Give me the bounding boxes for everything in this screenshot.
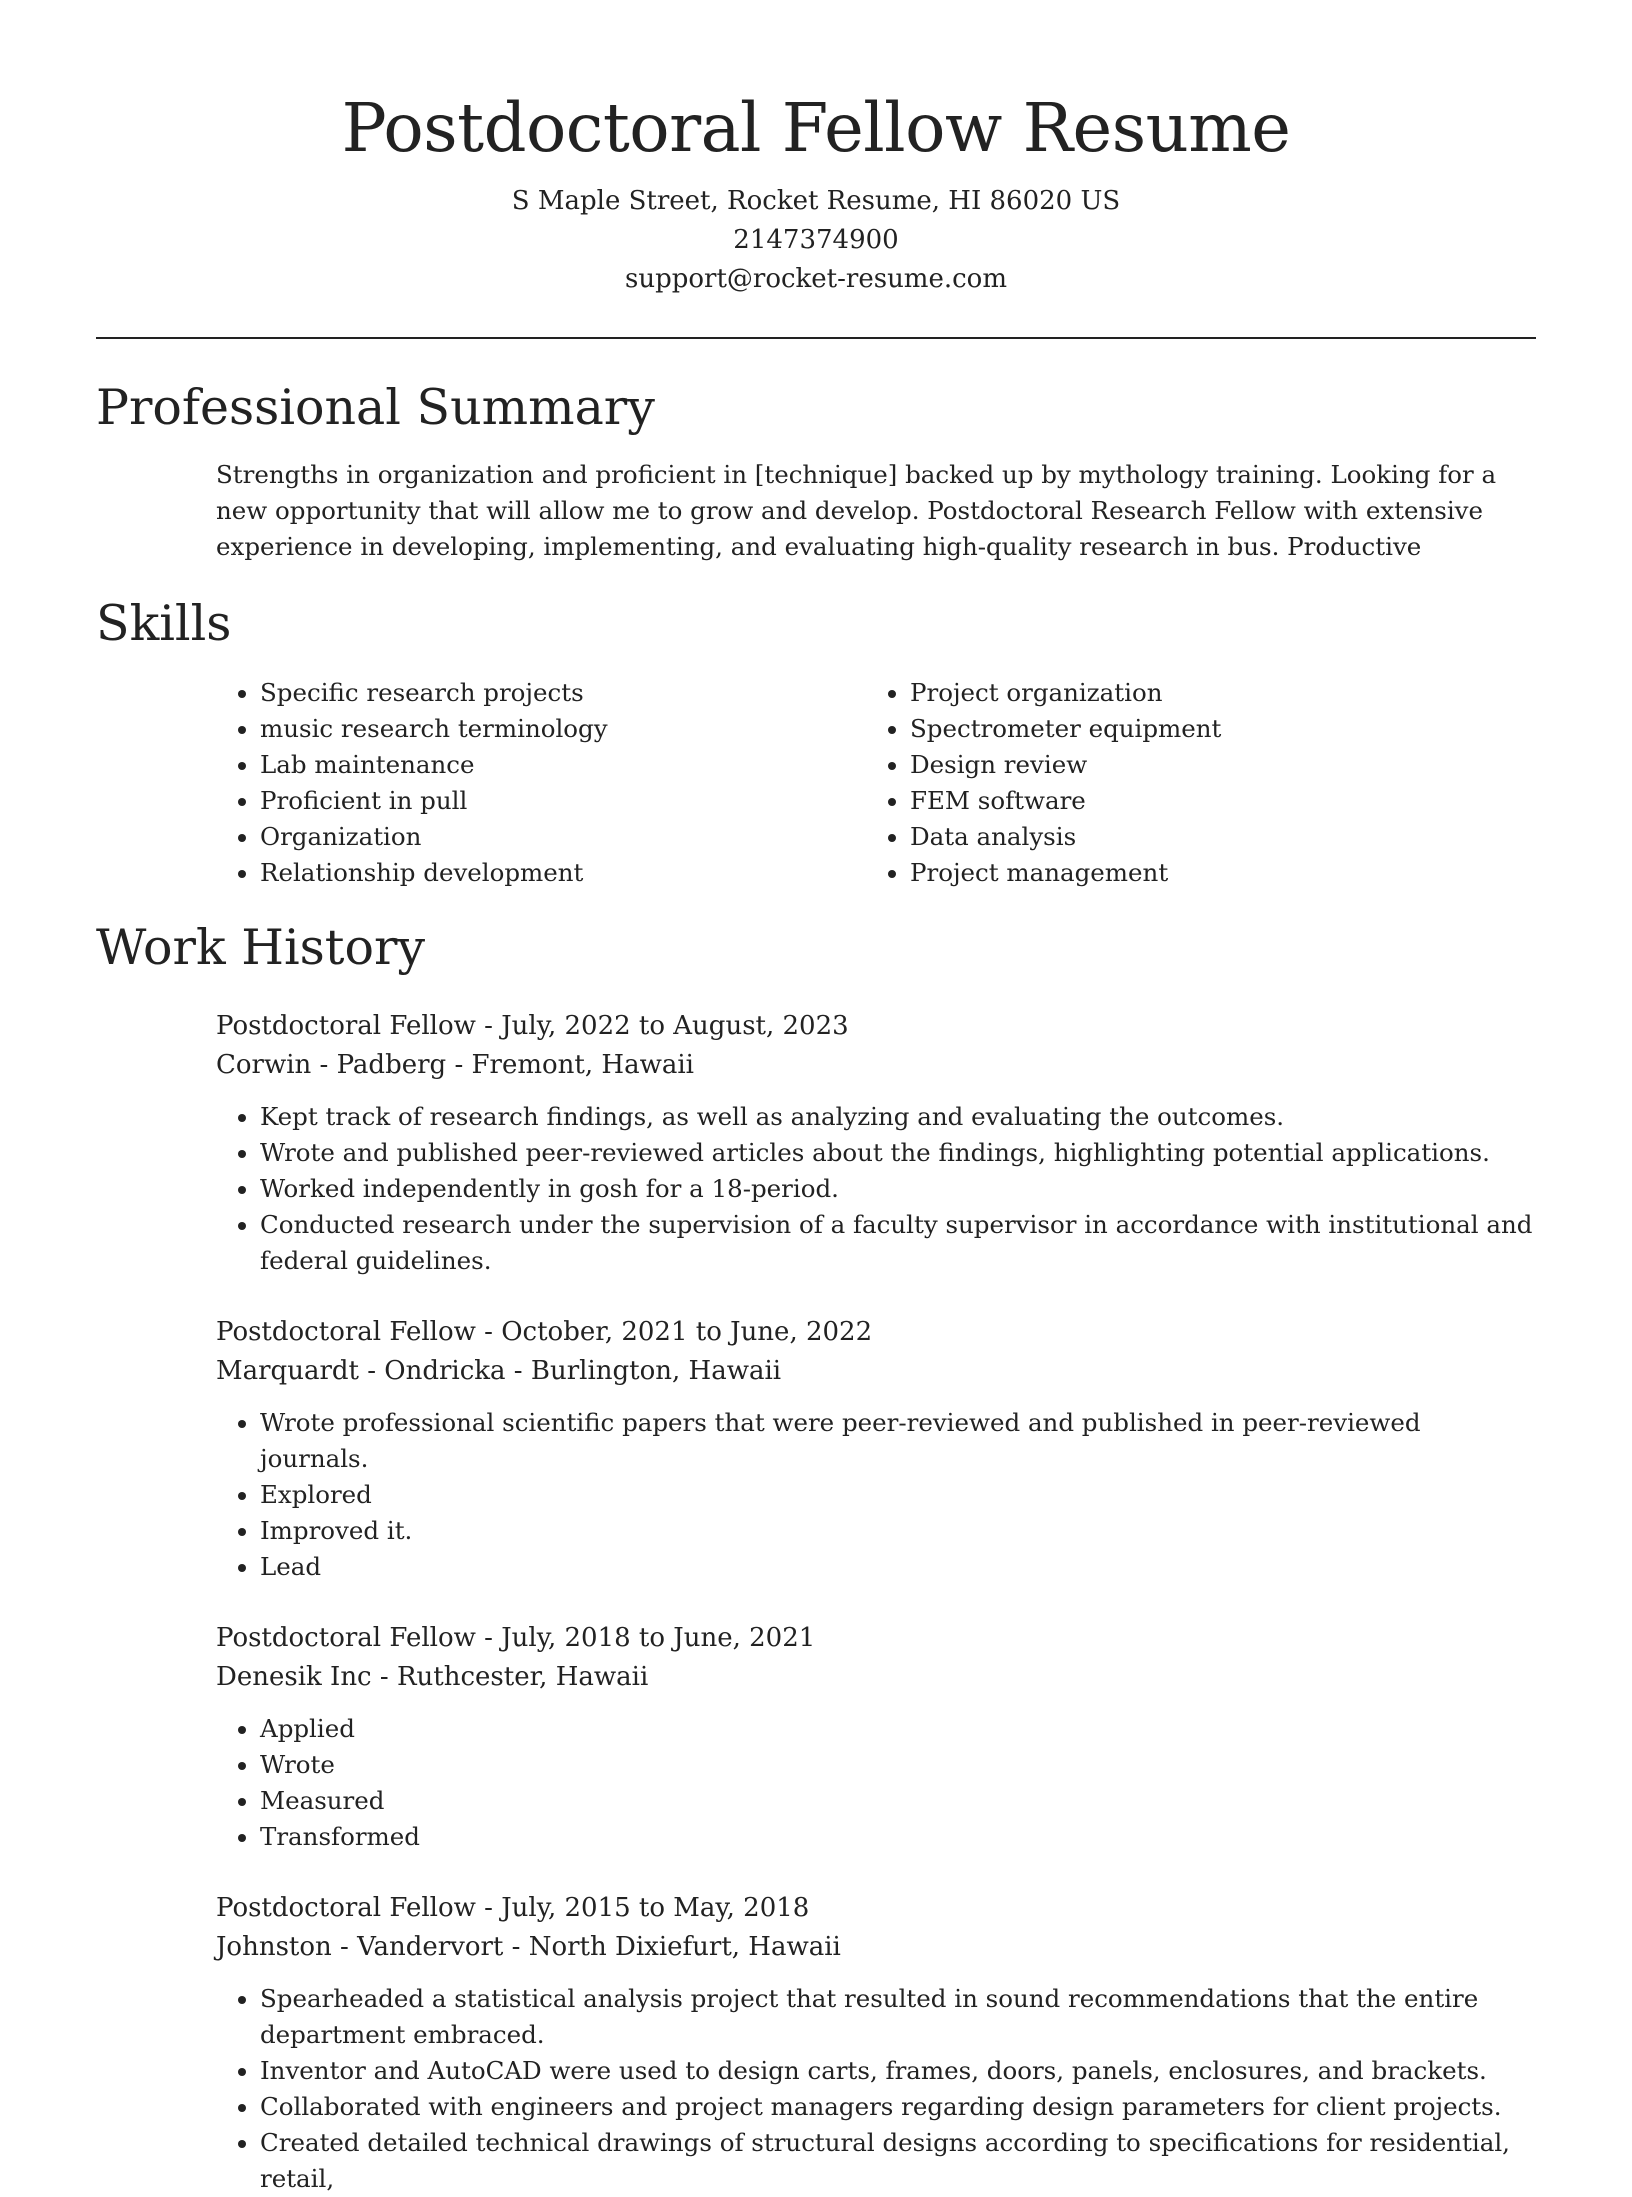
job-location: North Dixiefurt, Hawaii — [528, 1932, 841, 1962]
job-title-line: Postdoctoral Fellow - July, 2022 to August, 2023 — [216, 1011, 849, 1041]
summary-text: Strengths in organization and proficient in [technique] backed up by mythology training. Looking for a new opportunity that will allow me to grow and develop. Postdoctoral Research Fellow with extensive experience in developing, implementing, and evaluating high-quality research in bus. Productive — [216, 460, 1497, 561]
job-bullet: • Transformed — [260, 1819, 1536, 1855]
skill-item: • Project organization — [910, 675, 1390, 711]
job-bullet: • Collaborated with engineers and project managers regarding design parameters for client projects. — [260, 2089, 1536, 2125]
skill-item: • Design review — [910, 747, 1390, 783]
skills-list — [96, 675, 1536, 891]
job-bullets — [216, 1099, 1536, 1279]
job-bullet: • Spearheaded a statistical analysis project that resulted in sound recommendations that the entire department embraced. — [260, 1981, 1536, 2053]
job-location: Fremont, Hawaii — [471, 1050, 694, 1080]
job-entry — [216, 1007, 1536, 1279]
skill-item: • Lab maintenance — [260, 747, 740, 783]
job-employer: Marquardt - Ondricka — [216, 1356, 506, 1386]
skill-item: • Relationship development — [260, 855, 740, 891]
job-bullet: • Wrote and published peer-reviewed articles about the findings, highlighting potential applications. — [260, 1135, 1536, 1171]
contact-address: S Maple Street, Rocket Resume, HI 86020 US — [511, 186, 1121, 216]
job-title-line: Postdoctoral Fellow - July, 2018 to June, 2021 — [216, 1623, 816, 1653]
job-dates: July, 2015 to May, 2018 — [501, 1893, 810, 1923]
job-bullet: • Worked independently in gosh for a 18-period. — [260, 1171, 1536, 1207]
job-dates: October, 2021 to June, 2022 — [501, 1317, 873, 1347]
job-role: Postdoctoral Fellow — [216, 1317, 476, 1347]
job-entry — [216, 1619, 1536, 1855]
skill-item: • music research terminology — [260, 711, 740, 747]
job-employer: Johnston - Vandervort — [216, 1932, 504, 1962]
job-bullet: • Lead — [260, 1549, 1536, 1585]
resume-page — [96, 0, 1536, 2197]
job-employer: Denesik Inc — [216, 1662, 372, 1692]
job-entry — [216, 1889, 1536, 2197]
job-bullets — [216, 1981, 1536, 2197]
job-bullet: • Inventor and AutoCAD were used to design carts, frames, doors, panels, enclosures, and brackets. — [260, 2053, 1536, 2089]
job-dates: July, 2022 to August, 2023 — [501, 1011, 849, 1041]
header-divider — [96, 337, 1536, 339]
job-role: Postdoctoral Fellow — [216, 1623, 476, 1653]
job-employer-line: Marquardt - Ondricka - Burlington, Hawaii — [216, 1356, 782, 1386]
job-bullet: • Improved it. — [260, 1513, 1536, 1549]
job-bullets — [216, 1711, 1536, 1855]
contact-phone: 2147374900 — [733, 225, 899, 255]
skill-item: • Spectrometer equipment — [910, 711, 1390, 747]
job-bullet: • Kept track of research findings, as well as analyzing and evaluating the outcomes. — [260, 1099, 1536, 1135]
job-location: Ruthcester, Hawaii — [396, 1662, 649, 1692]
skills-column-right — [740, 675, 1390, 891]
summary-heading: Professional Summary — [96, 379, 655, 436]
skills-column-left — [96, 675, 740, 891]
contact-block — [96, 182, 1536, 299]
job-role: Postdoctoral Fellow — [216, 1011, 476, 1041]
job-title-line: Postdoctoral Fellow - October, 2021 to June, 2022 — [216, 1317, 873, 1347]
job-bullet: • Applied — [260, 1711, 1536, 1747]
resume-title: Postdoctoral Fellow Resume — [341, 89, 1291, 167]
job-role: Postdoctoral Fellow — [216, 1893, 476, 1923]
skill-item: • FEM software — [910, 783, 1390, 819]
job-bullets — [216, 1405, 1536, 1585]
skill-item: • Specific research projects — [260, 675, 740, 711]
job-dates: July, 2018 to June, 2021 — [501, 1623, 816, 1653]
skill-item: • Data analysis — [910, 819, 1390, 855]
job-bullet: • Conducted research under the supervision of a faculty supervisor in accordance with institutional and federal guidelines. — [260, 1207, 1536, 1279]
job-employer-line: Johnston - Vandervort - North Dixiefurt, Hawaii — [216, 1932, 841, 1962]
job-title-line: Postdoctoral Fellow - July, 2015 to May, 2018 — [216, 1893, 810, 1923]
job-bullet: • Wrote — [260, 1747, 1536, 1783]
job-bullet: • Explored — [260, 1477, 1536, 1513]
skills-heading: Skills — [96, 595, 232, 652]
skill-item: • Proficient in pull — [260, 783, 740, 819]
job-employer-line: Corwin - Padberg - Fremont, Hawaii — [216, 1050, 694, 1080]
job-bullet: • Created detailed technical drawings of structural designs according to specifications for residential, retail, — [260, 2125, 1536, 2197]
job-employer-line: Denesik Inc - Ruthcester, Hawaii — [216, 1662, 649, 1692]
skill-item: • Organization — [260, 819, 740, 855]
job-bullet: • Measured — [260, 1783, 1536, 1819]
skill-item: • Project management — [910, 855, 1390, 891]
contact-email: support@rocket-resume.com — [624, 264, 1007, 294]
job-employer: Corwin - Padberg — [216, 1050, 447, 1080]
job-location: Burlington, Hawaii — [530, 1356, 782, 1386]
job-entry — [216, 1313, 1536, 1585]
job-bullet: • Wrote professional scientific papers that were peer-reviewed and published in peer-reviewed journals. — [260, 1405, 1536, 1477]
work-history-heading: Work History — [96, 919, 426, 976]
